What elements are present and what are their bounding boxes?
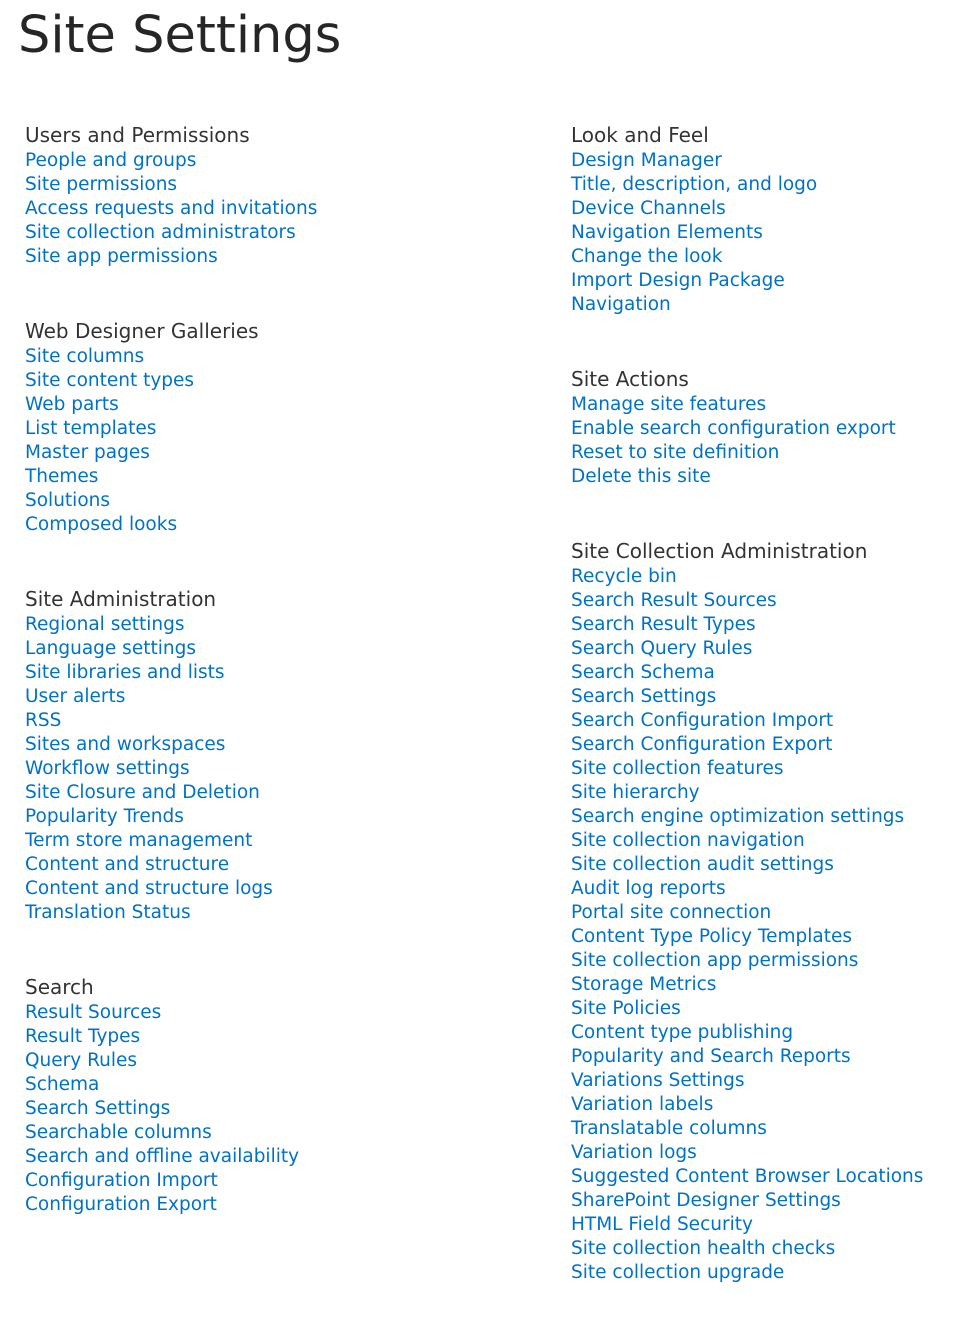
list-item: [571, 393, 966, 417]
settings-section-look-and-feel: [571, 121, 966, 317]
list-item: [571, 1045, 966, 1069]
settings-link-recycle-bin[interactable]: Recycle bin: [571, 566, 677, 587]
list-item: [571, 173, 966, 197]
list-item: [25, 1121, 455, 1145]
list-item: [25, 781, 455, 805]
settings-link-site-collection-navigation[interactable]: Site collection navigation: [571, 830, 805, 851]
settings-link-title-description-and-logo[interactable]: Title, description, and logo: [571, 174, 818, 195]
settings-link-suggested-content-browser-locations[interactable]: Suggested Content Browser Locations: [571, 1166, 924, 1187]
list-item: [25, 1145, 455, 1169]
list-item: [571, 709, 966, 733]
page-title: Site Settings: [18, 6, 342, 65]
list-item: [25, 345, 455, 369]
list-item: [25, 513, 455, 537]
list-item: [571, 1213, 966, 1237]
settings-link-people-and-groups[interactable]: People and groups: [25, 150, 197, 171]
settings-link-popularity-and-search-reports[interactable]: Popularity and Search Reports: [571, 1046, 851, 1067]
settings-link-translation-status[interactable]: Translation Status: [25, 902, 191, 923]
settings-link-audit-log-reports[interactable]: Audit log reports: [571, 878, 726, 899]
list-item: [571, 1093, 966, 1117]
settings-link-html-field-security[interactable]: HTML Field Security: [571, 1214, 753, 1235]
list-item: [571, 1117, 966, 1141]
settings-link-list: [25, 1001, 455, 1217]
settings-link-search-configuration-export[interactable]: Search Configuration Export: [571, 734, 833, 755]
settings-link-site-columns[interactable]: Site columns: [25, 346, 145, 367]
settings-link-search-schema[interactable]: Search Schema: [571, 662, 715, 683]
settings-link-search-result-sources[interactable]: Search Result Sources: [571, 590, 777, 611]
settings-link-site-hierarchy[interactable]: Site hierarchy: [571, 782, 700, 803]
list-item: [25, 877, 455, 901]
list-item: [25, 757, 455, 781]
list-item: [25, 221, 455, 245]
list-item: [571, 685, 966, 709]
list-item: [25, 661, 455, 685]
list-item: [25, 709, 455, 733]
settings-link-site-collection-health-checks[interactable]: Site collection health checks: [571, 1238, 836, 1259]
list-item: [25, 1001, 455, 1025]
settings-section-site-administration: [25, 585, 455, 925]
settings-link-language-settings[interactable]: Language settings: [25, 638, 196, 659]
settings-link-device-channels[interactable]: Device Channels: [571, 198, 726, 219]
settings-link-search-engine-optimization-settings[interactable]: Search engine optimization settings: [571, 806, 905, 827]
settings-link-import-design-package[interactable]: Import Design Package: [571, 270, 785, 291]
list-item: [25, 1049, 455, 1073]
list-item: [25, 441, 455, 465]
settings-link-portal-site-connection[interactable]: Portal site connection: [571, 902, 772, 923]
list-item: [571, 221, 966, 245]
settings-link-variations-settings[interactable]: Variations Settings: [571, 1070, 745, 1091]
section-heading: Web Designer Galleries: [25, 319, 259, 343]
settings-link-list: [571, 393, 966, 489]
settings-link-site-closure-and-deletion[interactable]: Site Closure and Deletion: [25, 782, 260, 803]
list-item: [571, 925, 966, 949]
list-item: [571, 613, 966, 637]
section-heading: Site Collection Administration: [571, 539, 868, 563]
settings-section-site-collection-administration: [571, 537, 966, 1285]
settings-link-content-type-policy-templates[interactable]: Content Type Policy Templates: [571, 926, 852, 947]
settings-link-sites-and-workspaces[interactable]: Sites and workspaces: [25, 734, 226, 755]
settings-link-rss[interactable]: RSS: [25, 710, 62, 731]
settings-link-term-store-management[interactable]: Term store management: [25, 830, 253, 851]
list-item: [25, 901, 455, 925]
settings-link-navigation-elements[interactable]: Navigation Elements: [571, 222, 763, 243]
settings-link-search-and-offline-availability[interactable]: Search and offline availability: [25, 1146, 300, 1167]
list-item: [25, 1097, 455, 1121]
list-item: [25, 613, 455, 637]
list-item: [571, 441, 966, 465]
settings-link-composed-looks[interactable]: Composed looks: [25, 514, 178, 535]
settings-link-site-policies[interactable]: Site Policies: [571, 998, 681, 1019]
list-item: [25, 149, 455, 173]
settings-link-site-content-types[interactable]: Site content types: [25, 370, 195, 391]
settings-link-regional-settings[interactable]: Regional settings: [25, 614, 185, 635]
list-item: [571, 245, 966, 269]
list-item: [25, 853, 455, 877]
list-item: [25, 393, 455, 417]
settings-link-change-the-look[interactable]: Change the look: [571, 246, 723, 267]
settings-link-search-query-rules[interactable]: Search Query Rules: [571, 638, 753, 659]
list-item: [571, 1165, 966, 1189]
list-item: [571, 1069, 966, 1093]
list-item: [571, 1261, 966, 1285]
settings-link-delete-this-site[interactable]: Delete this site: [571, 466, 711, 487]
settings-section-site-actions: [571, 365, 966, 489]
settings-link-web-parts[interactable]: Web parts: [25, 394, 119, 415]
list-item: [25, 197, 455, 221]
settings-link-result-sources[interactable]: Result Sources: [25, 1002, 162, 1023]
settings-link-manage-site-features[interactable]: Manage site features: [571, 394, 767, 415]
settings-link-navigation[interactable]: Navigation: [571, 294, 671, 315]
settings-link-user-alerts[interactable]: User alerts: [25, 686, 126, 707]
list-item: [25, 369, 455, 393]
list-item: [571, 637, 966, 661]
settings-link-storage-metrics[interactable]: Storage Metrics: [571, 974, 717, 995]
settings-link-enable-search-configuration-export[interactable]: Enable search configuration export: [571, 418, 896, 439]
list-item: [25, 417, 455, 441]
settings-link-sharepoint-designer-settings[interactable]: SharePoint Designer Settings: [571, 1190, 841, 1211]
list-item: [571, 757, 966, 781]
settings-link-site-collection-app-permissions[interactable]: Site collection app permissions: [571, 950, 859, 971]
list-item: [571, 949, 966, 973]
settings-link-result-types[interactable]: Result Types: [25, 1026, 141, 1047]
settings-link-workflow-settings[interactable]: Workflow settings: [25, 758, 190, 779]
settings-link-list-templates[interactable]: List templates: [25, 418, 157, 439]
list-item: [571, 1237, 966, 1261]
list-item: [571, 781, 966, 805]
list-item: [571, 565, 966, 589]
list-item: [571, 1141, 966, 1165]
settings-link-search-settings[interactable]: Search Settings: [25, 1098, 171, 1119]
settings-link-searchable-columns[interactable]: Searchable columns: [25, 1122, 212, 1143]
list-item: [571, 293, 966, 317]
list-item: [571, 973, 966, 997]
list-item: [571, 877, 966, 901]
settings-link-site-collection-features[interactable]: Site collection features: [571, 758, 784, 779]
settings-link-list: [571, 149, 966, 317]
settings-link-design-manager[interactable]: Design Manager: [571, 150, 722, 171]
list-item: [25, 829, 455, 853]
list-item: [571, 465, 966, 489]
settings-link-configuration-import[interactable]: Configuration Import: [25, 1170, 218, 1191]
list-item: [571, 269, 966, 293]
list-item: [25, 637, 455, 661]
settings-link-configuration-export[interactable]: Configuration Export: [25, 1194, 217, 1215]
section-heading: Users and Permissions: [25, 123, 250, 147]
section-heading: Look and Feel: [571, 123, 709, 147]
settings-link-translatable-columns[interactable]: Translatable columns: [571, 1118, 767, 1139]
section-heading: Search: [25, 975, 94, 999]
settings-link-search-settings[interactable]: Search Settings: [571, 686, 717, 707]
settings-link-content-and-structure[interactable]: Content and structure: [25, 854, 230, 875]
list-item: [571, 417, 966, 441]
settings-link-solutions[interactable]: Solutions: [25, 490, 111, 511]
list-item: [571, 1189, 966, 1213]
settings-section-users-and-permissions: [25, 121, 455, 269]
settings-link-list: [25, 345, 455, 537]
settings-link-variation-labels[interactable]: Variation labels: [571, 1094, 714, 1115]
section-heading: Site Actions: [571, 367, 689, 391]
left-settings-column: [25, 121, 455, 1265]
settings-link-site-collection-administrators[interactable]: Site collection administrators: [25, 222, 296, 243]
list-item: [25, 489, 455, 513]
list-item: [25, 685, 455, 709]
settings-link-master-pages[interactable]: Master pages: [25, 442, 150, 463]
settings-link-list: [25, 149, 455, 269]
list-item: [25, 1025, 455, 1049]
list-item: [571, 661, 966, 685]
settings-link-themes[interactable]: Themes: [25, 466, 99, 487]
right-settings-column: [571, 121, 966, 1333]
settings-link-schema[interactable]: Schema: [25, 1074, 100, 1095]
list-item: [571, 853, 966, 877]
list-item: [571, 997, 966, 1021]
list-item: [571, 901, 966, 925]
settings-link-site-permissions[interactable]: Site permissions: [25, 174, 178, 195]
settings-link-access-requests-and-invitations[interactable]: Access requests and invitations: [25, 198, 318, 219]
settings-link-variation-logs[interactable]: Variation logs: [571, 1142, 697, 1163]
list-item: [571, 589, 966, 613]
settings-link-site-libraries-and-lists[interactable]: Site libraries and lists: [25, 662, 225, 683]
list-item: [571, 805, 966, 829]
list-item: [571, 197, 966, 221]
settings-link-site-collection-audit-settings[interactable]: Site collection audit settings: [571, 854, 834, 875]
settings-link-reset-to-site-definition[interactable]: Reset to site definition: [571, 442, 780, 463]
settings-link-query-rules[interactable]: Query Rules: [25, 1050, 138, 1071]
settings-link-content-and-structure-logs[interactable]: Content and structure logs: [25, 878, 273, 899]
list-item: [571, 733, 966, 757]
list-item: [25, 733, 455, 757]
settings-link-site-app-permissions[interactable]: Site app permissions: [25, 246, 218, 267]
list-item: [25, 1073, 455, 1097]
settings-link-search-result-types[interactable]: Search Result Types: [571, 614, 756, 635]
settings-link-list: [571, 565, 966, 1285]
list-item: [25, 1193, 455, 1217]
list-item: [25, 1169, 455, 1193]
settings-section-web-designer-galleries: [25, 317, 455, 537]
settings-link-list: [25, 613, 455, 925]
list-item: [571, 149, 966, 173]
section-heading: Site Administration: [25, 587, 217, 611]
list-item: [25, 245, 455, 269]
settings-section-search: [25, 973, 455, 1217]
list-item: [571, 829, 966, 853]
settings-link-popularity-trends[interactable]: Popularity Trends: [25, 806, 184, 827]
settings-link-content-type-publishing[interactable]: Content type publishing: [571, 1022, 794, 1043]
list-item: [25, 173, 455, 197]
settings-link-search-configuration-import[interactable]: Search Configuration Import: [571, 710, 834, 731]
list-item: [25, 805, 455, 829]
list-item: [571, 1021, 966, 1045]
list-item: [25, 465, 455, 489]
settings-link-site-collection-upgrade[interactable]: Site collection upgrade: [571, 1262, 785, 1283]
